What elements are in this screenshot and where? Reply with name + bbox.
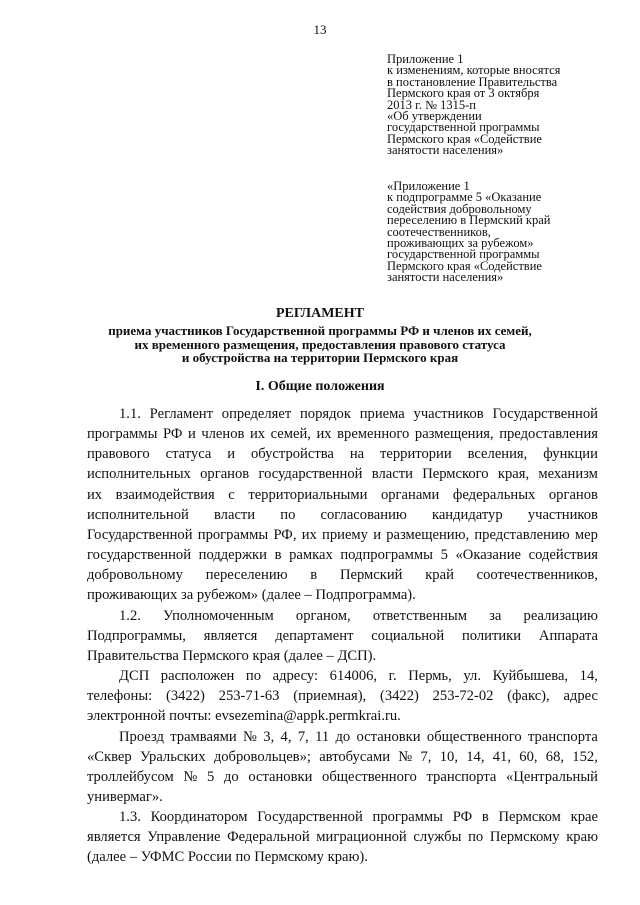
body-line — [87, 787, 598, 807]
body-line — [87, 565, 598, 585]
document-title: РЕГЛАМЕНТ — [275, 306, 364, 321]
word: (приемная), — [293, 688, 367, 705]
word: обустройства — [250, 446, 334, 463]
word: «Сквер — [87, 748, 132, 765]
word: в — [310, 567, 318, 584]
appendix-line: соотечественников, — [387, 224, 491, 239]
word: Координатором — [150, 809, 248, 826]
word: и — [187, 426, 196, 443]
word: вселения, — [467, 446, 528, 463]
body-line — [87, 585, 598, 605]
word: территории — [380, 446, 452, 463]
word: Правительства Пермского края (далее – ДСП). — [87, 647, 377, 664]
word: 253-72-02 — [432, 688, 494, 705]
word: власти — [213, 506, 256, 523]
word: трамваями — [170, 728, 237, 745]
word: участников — [413, 406, 484, 422]
word: 4, — [280, 728, 292, 745]
word: согласованию — [320, 506, 407, 523]
body-line — [87, 767, 598, 787]
word: 60, — [519, 748, 538, 765]
word: общественного — [322, 768, 417, 785]
word: 14, — [466, 748, 485, 765]
word: (3422) — [379, 688, 419, 705]
body-line — [87, 545, 598, 565]
appendix-line: «Об утверждении — [387, 109, 482, 124]
word: в — [274, 547, 282, 564]
word: г. — [388, 668, 397, 685]
word: с — [228, 486, 235, 503]
word: край — [425, 567, 454, 584]
appendix-line: Пермского края «Содействие — [387, 131, 542, 146]
word: (далее – УФМС России по Пермскому краю). — [87, 849, 368, 866]
word: федеральных — [452, 486, 536, 503]
word: 5 — [206, 768, 215, 785]
appendix-line: государственной программы — [387, 120, 540, 135]
appendix-line: занятости населения» — [387, 270, 504, 285]
appendix-note-2 — [387, 181, 622, 284]
appendix-line: проживающих за рубежом» — [387, 236, 534, 251]
appendix-line: переселению в Пермский край — [387, 213, 551, 228]
word: электронной почты: evsezemina@appk.permkrai.ru. — [87, 708, 401, 725]
body-line — [87, 505, 598, 525]
word: 1.3. — [119, 809, 141, 826]
word: проживающих за рубежом» (далее – Подпрограмма). — [87, 587, 416, 604]
word: департамент — [275, 627, 354, 644]
word: программы — [372, 809, 443, 826]
word: Пермский — [339, 567, 403, 584]
word: расположен — [160, 668, 235, 685]
word: исполнительных — [87, 466, 191, 483]
word: Подпрограммы, — [87, 627, 186, 644]
word: временного — [337, 426, 410, 443]
word: транспорта — [426, 768, 497, 785]
word: представлению — [474, 526, 570, 543]
word: взаимодействия — [115, 486, 215, 503]
word: (факс), — [507, 688, 550, 705]
appendix-line: к изменениям, которые вносятся — [387, 63, 561, 78]
body-line — [87, 847, 598, 867]
word: до — [335, 728, 351, 745]
word: порядок — [300, 406, 351, 422]
word: Уральских — [139, 748, 206, 765]
word: Пермь, — [408, 668, 452, 685]
word: № — [183, 768, 198, 785]
word: 253-71-63 — [218, 688, 280, 705]
body-line — [87, 404, 598, 424]
word: 68, — [545, 748, 565, 765]
word: добровольцев»; — [213, 748, 311, 765]
word: до — [223, 768, 239, 785]
word: 41, — [492, 748, 511, 765]
word: «Оказание — [455, 547, 522, 564]
word: краю — [566, 829, 598, 846]
word: и — [373, 526, 381, 543]
word: рамках — [289, 547, 333, 564]
appendix-line: Пермского края «Содействие — [387, 258, 542, 273]
word: определяет — [221, 406, 292, 422]
word: 7, — [420, 748, 432, 765]
word: статуса — [165, 446, 212, 463]
word: за — [489, 607, 502, 624]
word: РФ, — [273, 526, 297, 543]
word: 1.2. — [119, 607, 141, 624]
subtitle-line: приема участников Государственной программы РФ и членов их семей, — [108, 323, 532, 338]
word: механизм — [538, 466, 598, 483]
word: остановки — [248, 768, 313, 785]
appendix-line: к подпрограмме 5 «Оказание — [387, 190, 542, 205]
appendix-line: занятости населения» — [387, 143, 504, 158]
word: их — [87, 486, 103, 503]
word: Пермском — [498, 809, 561, 826]
word: остановки — [356, 728, 421, 745]
body-line — [87, 646, 598, 666]
body-line — [87, 444, 598, 464]
word: телефоны: — [87, 688, 153, 705]
word: содействия — [528, 547, 598, 564]
body-line — [87, 666, 598, 686]
word: общественного — [426, 728, 522, 745]
word: РФ — [452, 809, 473, 826]
body-line — [87, 747, 598, 767]
word: Федеральной — [227, 829, 310, 846]
body-text — [87, 404, 598, 868]
word: государственной — [87, 547, 192, 564]
word: ДСП — [119, 668, 150, 685]
word: адрес — [563, 688, 598, 705]
word: членов — [201, 426, 245, 443]
word: Пермского — [422, 466, 489, 483]
word: поддержки — [198, 547, 267, 564]
page-number: 13 — [313, 22, 327, 37]
word: по — [280, 506, 296, 523]
word: универмаг». — [87, 788, 163, 805]
word: Регламент — [149, 406, 213, 422]
word: мер — [574, 526, 598, 543]
word: РФ — [163, 426, 183, 443]
word: Государственной — [492, 406, 598, 422]
word: по — [468, 829, 484, 846]
word: является — [87, 829, 141, 846]
word: Управление — [147, 829, 221, 846]
word: 614006, — [329, 668, 378, 685]
body-line — [87, 727, 598, 747]
word: размещению, — [386, 526, 470, 543]
word: Пермскому — [489, 829, 560, 846]
word: органом, — [295, 607, 351, 624]
word: приема — [359, 406, 405, 422]
word: по — [245, 668, 262, 685]
word: Уполномоченным — [163, 607, 274, 624]
word: подпрограммы — [340, 547, 433, 564]
word: их — [301, 526, 317, 543]
appendix-line: «Приложение 1 — [387, 179, 470, 193]
appendix-line: в постановление Правительства — [387, 74, 558, 89]
subtitle-line: их временного размещения, предоставления правового статуса — [134, 336, 506, 352]
word: миграционной — [316, 829, 407, 846]
word: Государственной — [87, 526, 193, 543]
word: переселению — [205, 567, 288, 584]
word: исполнительной — [87, 506, 189, 523]
word: программы — [87, 426, 158, 443]
body-line — [87, 706, 598, 726]
word: функции — [543, 446, 598, 463]
appendix-note-1 — [387, 54, 622, 157]
word: на — [349, 446, 365, 463]
word: предоставления — [499, 426, 598, 443]
word: программы — [197, 526, 269, 543]
appendix-line: Пермского края от 3 октября — [387, 86, 540, 101]
word: реализацию — [523, 607, 598, 624]
body-line — [87, 424, 598, 444]
word: 152, — [572, 748, 598, 765]
word: «Центральный — [506, 768, 598, 785]
body-line — [87, 464, 598, 484]
word: соотечественников, — [476, 567, 598, 584]
appendix-line: содействия добровольному — [387, 201, 532, 216]
word: Проезд — [119, 728, 164, 745]
word: приему — [322, 526, 368, 543]
body-line — [87, 525, 598, 545]
word: ул. — [463, 668, 481, 685]
word: участников — [527, 506, 598, 523]
word: № — [398, 748, 413, 765]
word: ответственным — [372, 607, 467, 624]
word: государственной — [258, 466, 363, 483]
word: и — [227, 446, 236, 463]
word: в — [481, 809, 489, 826]
body-line — [87, 686, 598, 706]
word: 14, — [579, 668, 598, 685]
word: территориальными — [248, 486, 368, 503]
appendix-line: 2013 г. № 1315-п — [387, 97, 476, 112]
word: органов — [548, 486, 598, 503]
word: 7, — [297, 728, 309, 745]
subtitle-line: и обустройства на территории Пермского края — [181, 350, 459, 365]
body-line — [87, 626, 598, 646]
section-title: I. Общие положения — [255, 379, 385, 394]
word: крае — [570, 809, 598, 826]
body-line — [87, 807, 598, 827]
word: политики — [461, 627, 522, 644]
word: автобусами — [319, 748, 391, 765]
body-line — [87, 827, 598, 847]
word: № — [243, 728, 257, 745]
word: 10, — [439, 748, 458, 765]
word: транспорта — [527, 728, 598, 745]
word: (3422) — [165, 688, 205, 705]
appendix-line: государственной программы — [387, 247, 540, 262]
word: Государственной — [257, 809, 363, 826]
word: органов — [200, 466, 250, 483]
word: Куйбышева, — [492, 668, 569, 685]
word: органами — [380, 486, 440, 503]
word: семей, — [270, 426, 311, 443]
word: 3, — [263, 728, 275, 745]
word: Аппарата — [538, 627, 598, 644]
word: службы — [413, 829, 462, 846]
word: их — [316, 426, 332, 443]
word: троллейбусом — [87, 768, 174, 785]
word: адресу: — [272, 668, 319, 685]
word: 11 — [315, 728, 330, 745]
word: социальной — [371, 627, 445, 644]
word: добровольному — [87, 567, 183, 584]
word: является — [203, 627, 258, 644]
body-line — [87, 485, 598, 505]
word: кандидатур — [431, 506, 503, 523]
document-subtitle — [0, 324, 640, 365]
word: 5 — [440, 547, 448, 564]
word: размещения, — [414, 426, 494, 443]
word: власти — [371, 466, 413, 483]
word: их — [249, 426, 266, 443]
word: правового — [87, 446, 150, 463]
appendix-line: Приложение 1 — [387, 52, 464, 66]
body-line — [87, 606, 598, 626]
word: 1.1. — [119, 406, 141, 422]
word: края, — [497, 466, 530, 483]
